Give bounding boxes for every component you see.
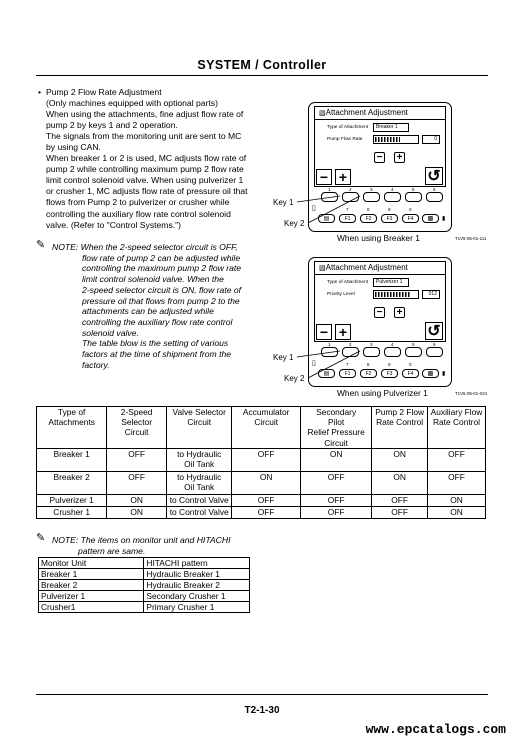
cell-text: OFF — [327, 471, 345, 482]
fkey-number-label: 8 — [367, 362, 370, 367]
note-pattern — [36, 532, 258, 556]
note-pattern-line2: pattern are same. — [78, 545, 146, 556]
section-line: When breaker 1 or 2 is used, MC adjusts flow rate of — [46, 153, 247, 164]
table-cell: Pulverizer 1 — [39, 591, 144, 602]
section-line: pump 2 while controlling maximum pump 2 flow rate — [46, 164, 244, 175]
note-line: controlling the maximum pump 2 flow rate — [82, 263, 242, 274]
attachment-icon: ▧ — [319, 110, 326, 117]
note-line: factors at the time of shipment from the — [82, 349, 232, 360]
header-text: Type of — [57, 407, 86, 417]
cell-text: OFF — [327, 494, 345, 505]
note-line: controlling the auxiliary flow rate control — [82, 316, 233, 327]
screen-title-text: Attachment Adjustment — [325, 108, 408, 117]
note-line: factory. — [82, 359, 110, 370]
key2-label: Key 2 — [284, 219, 305, 228]
cell-text: OFF — [448, 448, 465, 459]
table-cell — [37, 448, 107, 471]
minus-icon[interactable]: − — [316, 324, 332, 340]
table-header-row — [37, 407, 486, 449]
key-number-label: 3 — [370, 187, 373, 192]
table-cell — [166, 448, 231, 471]
fkey-f2[interactable]: F2 — [360, 369, 377, 378]
key-number-label: 4 — [391, 187, 394, 192]
return-icon[interactable]: ↺ — [425, 322, 443, 340]
menu-icon[interactable]: ▤ — [318, 369, 335, 378]
cell-text: Oil Tank — [184, 482, 215, 493]
header-text: Pilot — [327, 417, 345, 428]
fkey-number-label: 0 — [409, 362, 412, 367]
table-row — [39, 569, 250, 580]
note-line: pressure oil that flows from pump 2 to the — [82, 295, 240, 306]
cell-text: ON — [130, 506, 143, 517]
table-cell — [107, 471, 167, 494]
cell-text: to Hydraulic — [177, 471, 222, 482]
section-line: controlling the auxiliary flow rate control solenoid — [46, 208, 231, 219]
table-cell: Hydraulic Breaker 2 — [144, 580, 250, 591]
table-cell — [427, 471, 485, 494]
row2-label: Pump Flow Rate — [327, 137, 363, 142]
fkey-number-label: 7 — [346, 362, 349, 367]
light-icon: ▯ — [312, 205, 316, 212]
table-cell — [37, 494, 107, 506]
table-cell — [232, 448, 301, 471]
fkey-f2[interactable]: F2 — [360, 214, 377, 223]
cell-text: ON — [450, 494, 463, 505]
table-header-cell — [166, 407, 231, 449]
plus-icon[interactable]: + — [335, 324, 351, 340]
row2-value: 0 — [422, 135, 440, 144]
plus-button[interactable]: + — [394, 152, 405, 163]
figure-ref: T1V5-05-01-111 — [455, 236, 487, 241]
screen-title-text: Attachment Adjustment — [325, 263, 408, 272]
fkey-number-label: 9 — [388, 362, 391, 367]
note-line: limit control solenoid valve. When the — [82, 274, 224, 285]
header-text: Attachments — [48, 417, 95, 428]
cell-text: to Hydraulic — [177, 448, 222, 459]
page-number: T2-1-30 — [244, 705, 280, 716]
note-pattern-line1: NOTE: The items on monitor unit and HITACHI — [52, 535, 231, 545]
key-number-label: 3 — [370, 342, 373, 347]
cell-text: OFF — [257, 506, 275, 517]
fkey-f1[interactable]: F1 — [339, 369, 356, 378]
fkey-f3[interactable]: F3 — [381, 369, 398, 378]
header-text: Rate Control — [376, 417, 424, 428]
table-cell — [107, 448, 167, 471]
watermark: www.epcatalogs.com — [365, 722, 506, 737]
key-number-label: 2 — [349, 187, 352, 192]
cell-text: ON — [450, 506, 463, 517]
section-line: pump 2 by keys 1 and 2 operation. — [46, 120, 178, 131]
table-cell — [166, 471, 231, 494]
table-header-cell — [232, 407, 301, 449]
key1-label: Key 1 — [273, 353, 294, 362]
table-cell — [427, 506, 485, 518]
cell-text: Breaker 1 — [53, 448, 90, 459]
cell-text: OFF — [128, 471, 146, 482]
fkey-f4[interactable]: F4 — [402, 369, 419, 378]
table-header-cell — [427, 407, 485, 449]
cell-text: OFF — [448, 471, 465, 482]
table-cell — [166, 506, 231, 518]
bookmark-icon: ▮ — [442, 371, 446, 377]
fkey-number-label: 7 — [346, 207, 349, 212]
camera-icon[interactable]: ▩ — [422, 369, 439, 378]
cell-text: to Control Valve — [169, 506, 229, 517]
menu-icon[interactable]: ▤ — [318, 214, 335, 223]
key2-label: Key 2 — [284, 374, 305, 383]
fkey-f4[interactable]: F4 — [402, 214, 419, 223]
table-cell — [232, 471, 301, 494]
pencil-icon: ✎ — [36, 532, 46, 544]
table-cell — [372, 506, 428, 518]
attachment-icon: ▧ — [319, 265, 326, 272]
plus-button[interactable]: + — [394, 307, 405, 318]
attachment-settings-table — [36, 406, 486, 519]
table-cell: Secondary Crusher 1 — [144, 591, 250, 602]
table-cell — [166, 494, 231, 506]
table-cell — [300, 471, 371, 494]
cell-text: to Control Valve — [169, 494, 229, 505]
table-header-cell — [37, 407, 107, 449]
header-text: Rate Control — [432, 417, 480, 428]
header-text: Circuit — [187, 417, 212, 428]
header-text: Auxiliary Flow — [430, 407, 483, 417]
cell-text: ON — [393, 448, 406, 459]
section-line: valve. (Refer to "Control Systems.") — [46, 219, 182, 230]
table-cell: Monitor Unit — [39, 558, 144, 569]
table-cell — [372, 494, 428, 506]
header-text: Circuit — [254, 417, 279, 428]
cell-text: ON — [259, 471, 273, 482]
header-text: Circuit — [324, 437, 348, 448]
key-number-label: 2 — [349, 342, 352, 347]
section-line: (Only machines equipped with optional parts) — [46, 98, 218, 109]
section-line: by using CAN. — [46, 142, 101, 153]
table-cell — [107, 494, 167, 506]
table-cell — [37, 471, 107, 494]
note-line: solenoid valve. — [82, 327, 139, 338]
header-text: Valve Selector — [172, 407, 226, 417]
table-row — [39, 558, 250, 569]
note-line: 2-speed selector circuit is ON, flow rate of — [82, 284, 242, 295]
minus-icon[interactable]: − — [316, 169, 332, 185]
fkey-number-label: 9 — [388, 207, 391, 212]
light-icon: ▯ — [312, 360, 316, 367]
table-cell — [37, 506, 107, 518]
camera-icon[interactable]: ▩ — [422, 214, 439, 223]
table-cell — [232, 506, 301, 518]
fkey-f3[interactable]: F3 — [381, 214, 398, 223]
row1-label: Type of Attachment — [327, 280, 369, 285]
cell-text: ON — [393, 471, 406, 482]
key-number-label: 1 — [328, 187, 331, 192]
table-row — [37, 506, 486, 518]
section-line: flows from Pump 2 to pulverizer or crusher while — [46, 197, 230, 208]
table-cell: Crusher1 — [39, 602, 144, 613]
cell-text: OFF — [257, 448, 275, 459]
cell-text: OFF — [391, 494, 408, 505]
cell-text: OFF — [257, 494, 275, 505]
bookmark-icon: ▮ — [442, 216, 446, 222]
table-cell: Hydraulic Breaker 1 — [144, 569, 250, 580]
minus-button[interactable]: − — [374, 307, 385, 318]
table-cell: Breaker 2 — [39, 580, 144, 591]
minus-button[interactable]: − — [374, 152, 385, 163]
cell-text: OFF — [391, 506, 408, 517]
table-cell: HITACHI pattern — [144, 558, 250, 569]
table-cell: Primary Crusher 1 — [144, 602, 250, 613]
section-line: The signals from the monitoring unit are sent to MC — [46, 131, 242, 142]
table-cell — [107, 506, 167, 518]
footer-rule — [36, 694, 488, 695]
table-row — [37, 448, 486, 471]
table-cell — [300, 494, 371, 506]
table-header-cell — [372, 407, 428, 449]
header-text: Selector Circuit — [121, 417, 152, 438]
table-row — [37, 471, 486, 494]
cell-text: ON — [130, 494, 143, 505]
key-number-label: 4 — [391, 342, 394, 347]
cell-text: OFF — [128, 448, 146, 459]
pattern-table — [38, 557, 250, 613]
header-text: Relief Pressure — [307, 427, 365, 438]
key-number-label: 5 — [412, 187, 415, 192]
table-row — [39, 602, 250, 613]
row1-value[interactable]: Pulverizer 1 — [373, 278, 409, 287]
table-cell — [372, 471, 428, 494]
cell-text: OFF — [327, 506, 345, 517]
table-row — [39, 591, 250, 602]
table-cell — [300, 448, 371, 471]
table-header-cell — [300, 407, 371, 449]
table-cell — [300, 506, 371, 518]
cell-text: Oil Tank — [184, 459, 215, 470]
row2-value: 012 — [422, 290, 440, 299]
table-cell — [427, 494, 485, 506]
cell-text: Crusher 1 — [53, 506, 91, 517]
row2-label: Priority Level — [327, 292, 355, 297]
row1-label: Type of Attachment — [327, 125, 369, 130]
table-cell — [427, 448, 485, 471]
key-number-label: 6 — [433, 187, 436, 192]
note-line: NOTE: When the 2-speed selector circuit is OFF, — [52, 242, 238, 252]
monitor-caption: When using Pulverizer 1 — [337, 388, 428, 398]
table-cell: Breaker 1 — [39, 569, 144, 580]
header-text: Pump 2 Flow — [375, 407, 425, 417]
fkey-f1[interactable]: F1 — [339, 214, 356, 223]
key-number-label: 1 — [328, 342, 331, 347]
header-text: Accumulator — [242, 407, 290, 417]
note-line: attachments can be adjusted while — [82, 306, 214, 317]
return-icon[interactable]: ↺ — [425, 167, 443, 185]
pencil-icon: ✎ — [36, 239, 46, 251]
row1-value[interactable]: Breaker 1 — [373, 123, 409, 132]
table-row — [39, 580, 250, 591]
key-number-label: 5 — [412, 342, 415, 347]
monitor-caption: When using Breaker 1 — [337, 233, 420, 243]
section-line: When using the attachments, fine adjust flow rate of — [46, 109, 244, 120]
key-number-label: 6 — [433, 342, 436, 347]
plus-icon[interactable]: + — [335, 169, 351, 185]
cell-text: Pulverizer 1 — [49, 494, 94, 505]
header-text: 2-Speed — [120, 407, 153, 417]
table-header-cell — [107, 407, 167, 449]
cell-text: ON — [329, 448, 343, 459]
cell-text: Breaker 2 — [53, 471, 90, 482]
header-text: Secondary — [316, 407, 357, 417]
fkey-number-label: 8 — [367, 207, 370, 212]
page-header-title: SYSTEM / Controller — [197, 58, 327, 72]
key1-label: Key 1 — [273, 198, 294, 207]
figure-ref: T1V5-05-01-024 — [455, 391, 487, 396]
section-line: limit control solenoid valve. When using pulverizer 1 — [46, 175, 244, 186]
section-title: • Pump 2 Flow Rate Adjustment — [38, 87, 258, 98]
table-cell — [372, 448, 428, 471]
fkey-number-label: 0 — [409, 207, 412, 212]
note-line: The table blow is the setting of various — [82, 338, 229, 349]
note-line: flow rate of pump 2 can be adjusted while — [82, 252, 241, 263]
section-line: or crusher 1, MC adjusts flow rate of pressure oil that — [46, 186, 248, 197]
table-row — [37, 494, 486, 506]
table-cell — [232, 494, 301, 506]
